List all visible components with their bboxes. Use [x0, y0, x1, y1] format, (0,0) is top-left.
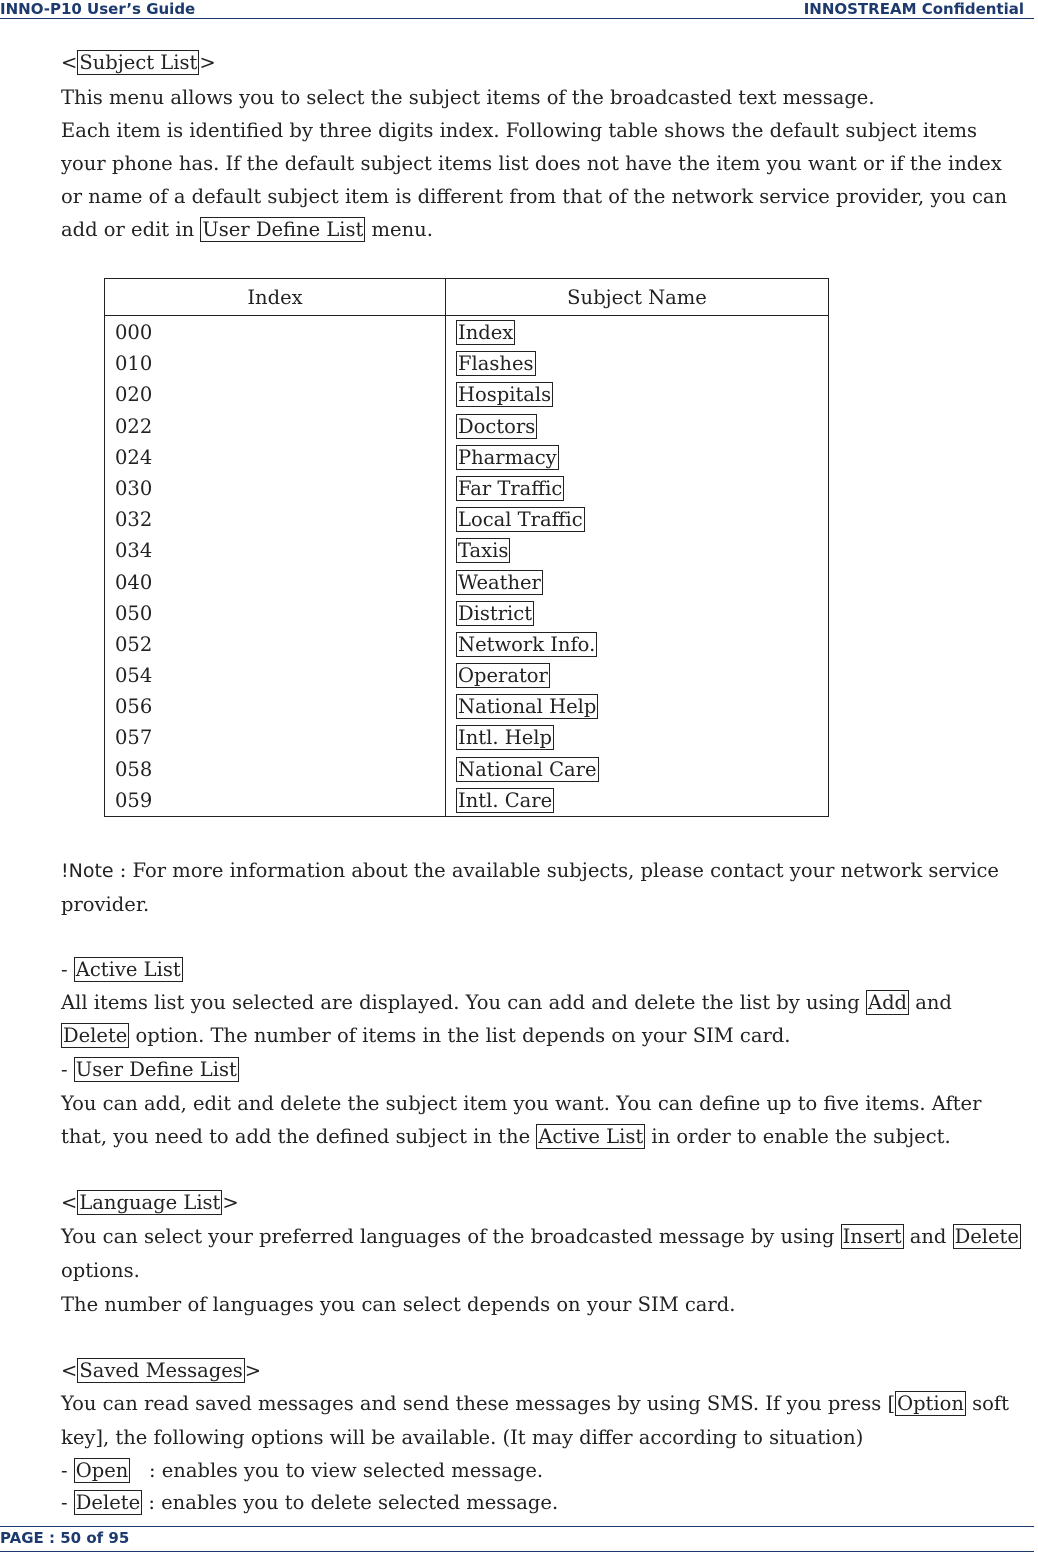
- subject-name-cell: [456, 660, 828, 691]
- index-cell: 058: [115, 757, 153, 781]
- subject-name-text: Operator: [458, 664, 548, 688]
- language-list-line1: [61, 1220, 1036, 1253]
- subject-name-column: [446, 316, 829, 817]
- subject-list-line5: [61, 213, 1036, 246]
- subject-list-line1: This menu allows you to select the subject items of the broadcasted text message.: [61, 86, 875, 109]
- user-define-line2-post: in order to enable the subject.: [645, 1125, 951, 1148]
- page-number: PAGE : 50 of 95: [0, 1529, 130, 1547]
- index-cell: 010: [115, 352, 153, 376]
- line5-post: menu.: [365, 218, 433, 241]
- option-softkey-ref: Option: [897, 1392, 964, 1415]
- index-cell: 024: [115, 445, 153, 469]
- language-list-line3: The number of languages you can select depends on your SIM card.: [61, 1293, 736, 1316]
- subject-name-text: Doctors: [458, 414, 536, 438]
- active-list-dash: -: [61, 958, 74, 981]
- index-cell: 000: [115, 321, 153, 344]
- index-column: [105, 316, 446, 817]
- delete-option-ref: Delete: [63, 1024, 128, 1047]
- subject-table: [104, 278, 829, 817]
- page-header: [0, 0, 1034, 19]
- note-line2: provider.: [61, 893, 150, 916]
- subject-name-text: Taxis: [458, 539, 509, 563]
- index-cell: 057: [115, 726, 153, 750]
- subject-list-heading: < Subject List >: [61, 51, 216, 74]
- delete-dash: -: [61, 1491, 74, 1514]
- subject-name-text: Network Info.: [458, 632, 596, 656]
- header-confidential: INNOSTREAM Confidential: [803, 0, 1024, 18]
- index-cell: 034: [115, 539, 153, 563]
- language-list-heading: < Language List >: [61, 1191, 239, 1214]
- index-cell: 054: [115, 664, 153, 688]
- index-cell: 059: [115, 788, 153, 812]
- language-list-line2: options.: [61, 1259, 140, 1282]
- subject-name-cell: [456, 504, 828, 535]
- index-cell: 040: [115, 570, 153, 594]
- subject-name-cell: [456, 317, 828, 348]
- subject-name-cell: [456, 411, 828, 442]
- user-define-dash: -: [61, 1058, 74, 1081]
- open-desc: : enables you to view selected message.: [130, 1459, 544, 1482]
- subject-list-line3: your phone has. If the default subject items list does not have the item you want or if the index: [61, 152, 1002, 175]
- subject-list-line4: or name of a default subject item is different from that of the network service provider, you can: [61, 185, 1008, 208]
- open-option-line: [61, 1454, 1036, 1487]
- open-option-ref: Open: [75, 1459, 129, 1482]
- saved-messages-title: Saved Messages: [79, 1359, 243, 1382]
- saved-messages-line1: [61, 1387, 1036, 1420]
- active-list-line1-pre: All items list you selected are displayed. You can add and delete the list by using: [61, 991, 866, 1014]
- subject-name-text: Weather: [458, 570, 541, 594]
- subject-name-cell: [456, 473, 828, 504]
- subject-name-text: Flashes: [458, 352, 534, 376]
- language-line1-mid: and: [903, 1225, 953, 1248]
- index-cell: 032: [115, 508, 153, 532]
- index-cell: 056: [115, 695, 153, 719]
- active-list-line2: [61, 1019, 1036, 1052]
- user-define-line1: You can add, edit and delete the subject item you want. You can define up to five items. After: [61, 1092, 982, 1115]
- table-header-row: [105, 279, 829, 316]
- active-list-line1: [61, 986, 1036, 1019]
- user-define-line2: [61, 1120, 1036, 1153]
- insert-option-ref: Insert: [842, 1225, 902, 1248]
- user-define-line2-pre: that, you need to add the defined subject in the: [61, 1125, 537, 1148]
- active-list-line1-post: and: [909, 991, 952, 1014]
- subject-name-text: Hospitals: [458, 383, 552, 407]
- user-define-title: User Define List: [75, 1058, 237, 1081]
- note-line1: [61, 854, 1036, 888]
- page-footer: [0, 1526, 1034, 1552]
- saved-line1-pre: You can read saved messages and send these messages by using SMS. If you press [: [61, 1392, 896, 1415]
- index-header: Index: [105, 279, 446, 316]
- user-define-list-ref: User Define List: [202, 218, 364, 241]
- add-option-ref: Add: [867, 991, 908, 1014]
- saved-messages-line2: key], the following options will be available. (It may differ according to situation): [61, 1426, 864, 1449]
- subject-name-cell: [456, 785, 828, 816]
- active-list-ref: Active List: [538, 1125, 644, 1148]
- subject-list-line2: Each item is identified by three digits index. Following table shows the default subject items: [61, 119, 978, 142]
- note-text: : For more information about the available subjects, please contact your network service: [113, 859, 999, 882]
- subject-name-cell: [456, 442, 828, 473]
- subject-name-text: Far Traffic: [458, 476, 563, 500]
- language-list-title: Language List: [79, 1191, 221, 1214]
- subject-name-cell: [456, 629, 828, 660]
- saved-messages-heading: < Saved Messages >: [61, 1359, 262, 1382]
- subject-name-cell: [456, 379, 828, 410]
- subject-name-text: Pharmacy: [458, 445, 557, 469]
- subject-name-cell: [456, 535, 828, 566]
- delete-option-line: [61, 1486, 1036, 1519]
- language-delete-option-ref: Delete: [954, 1225, 1019, 1248]
- subject-name-text: Index: [458, 321, 514, 344]
- subject-list-title: Subject List: [79, 51, 198, 74]
- user-define-heading: [61, 1053, 1036, 1086]
- subject-name-cell: [456, 754, 828, 785]
- subject-name-cell: [456, 722, 828, 753]
- subject-name-text: National Help: [458, 695, 597, 719]
- header-doc-title: INNO-P10 User’s Guide: [0, 0, 196, 18]
- delete-option-ref-2: Delete: [75, 1491, 141, 1514]
- index-cell: 050: [115, 601, 153, 625]
- index-cell: 022: [115, 414, 153, 438]
- subject-name-cell: [456, 691, 828, 722]
- table-body-row: [105, 316, 829, 817]
- line5-pre: add or edit in: [61, 218, 201, 241]
- subject-name-text: Local Traffic: [458, 508, 583, 532]
- subject-name-text: District: [458, 601, 533, 625]
- open-dash: -: [61, 1459, 74, 1482]
- saved-line1-post: soft: [965, 1392, 1009, 1415]
- active-list-heading: [61, 953, 1036, 986]
- subject-name-text: Intl. Help: [458, 726, 552, 750]
- active-list-line2-post: option. The number of items in the list depends on your SIM card.: [129, 1024, 791, 1047]
- index-cell: 030: [115, 476, 153, 500]
- subject-name-text: Intl. Care: [458, 788, 553, 812]
- subject-name-text: National Care: [458, 757, 597, 781]
- subject-name-list: [446, 316, 828, 816]
- language-line1-pre: You can select your preferred languages of the broadcasted message by using: [61, 1225, 841, 1248]
- index-cell: 020: [115, 383, 153, 407]
- subject-name-cell: [456, 567, 828, 598]
- subject-name-cell: [456, 598, 828, 629]
- active-list-title: Active List: [75, 958, 181, 981]
- index-cell: 052: [115, 632, 153, 656]
- subject-name-cell: [456, 348, 828, 379]
- note-label: !Note: [61, 860, 114, 882]
- index-list: [105, 316, 445, 816]
- delete-desc: : enables you to delete selected message.: [142, 1491, 559, 1514]
- subject-name-header: Subject Name: [446, 279, 829, 316]
